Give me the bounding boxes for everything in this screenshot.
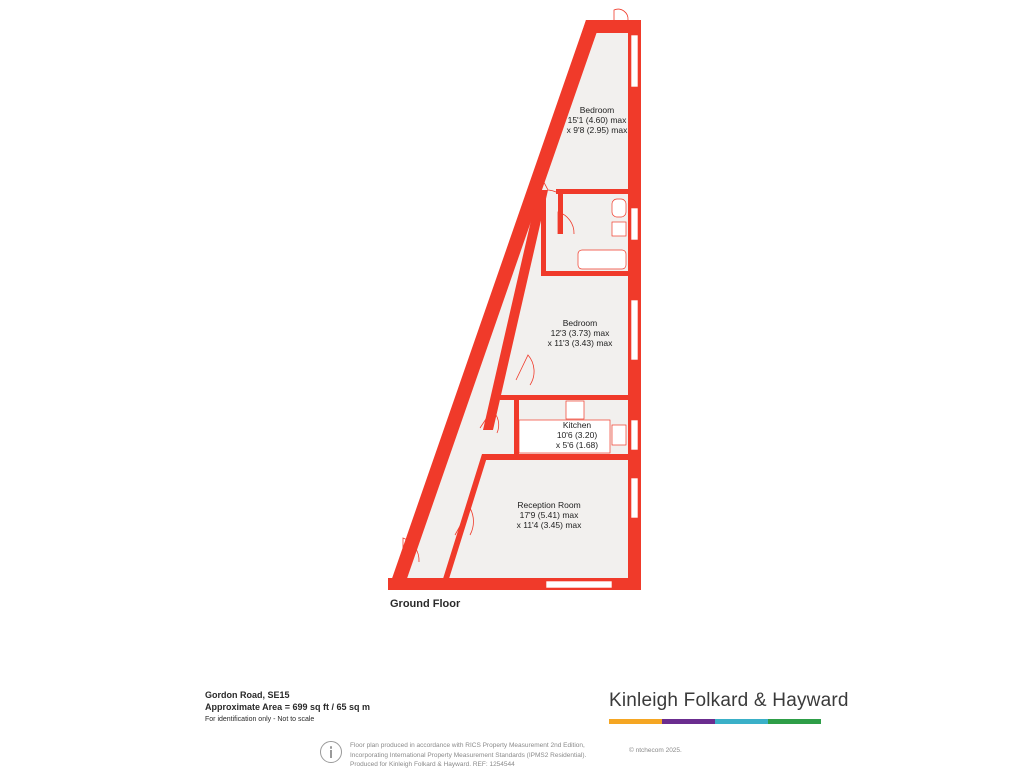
top-door [614,9,628,20]
room-label-line: x 11'4 (3.45) max [516,520,582,530]
room-label-line: Kitchen [562,420,592,430]
basin [612,222,626,236]
sink [612,425,626,445]
floor-label: Ground Floor [390,598,461,610]
room-label-line: Reception Room [517,500,581,510]
room-label-line: x 9'8 (2.95) max [566,125,628,135]
brand-bar-segment [715,719,768,724]
measurement-disclaimer [350,741,586,770]
brand-logo: Kinleigh Folkard & Hayward [609,690,849,711]
room-label-reception [517,500,583,530]
identification-note: For identification only - Not to scale [205,716,315,723]
room-label-line: x 11'3 (3.43) max [547,338,613,348]
disclaimer-line: Produced for Kinleigh Folkard & Hayward. REF: 1254544 [350,761,515,768]
room-label-line: 10'6 (3.20) [556,430,598,440]
bathtub [578,250,626,269]
approximate-area: Approximate Area = 699 sq ft / 65 sq m [205,702,370,712]
disclaimer-line: Incorporating International Property Measurement Standards (IPMS2 Residential). [350,751,587,759]
copyright: © ntchecom 2025. [629,747,682,754]
brand-bar-segment [662,719,715,724]
room-label-line: x 5'6 (1.68) [555,440,599,450]
property-info [205,689,370,727]
brand-bar-segment [609,719,662,724]
brand-color-bar [609,719,821,724]
info-icon [320,741,342,763]
address: Gordon Road, SE15 [205,690,290,700]
room-label-line: 17'9 (5.41) max [519,510,579,520]
brand-bar-segment [768,719,821,724]
room-label-line: Bedroom [579,105,615,115]
disclaimer-line: Floor plan produced in accordance with RICS Property Measurement 2nd Edition, [350,742,585,749]
hob [566,401,584,419]
room-label-line: 12'3 (3.73) max [550,328,610,338]
wc [612,199,626,217]
room-label-line: Bedroom [562,318,598,328]
room-label-line: 15'1 (4.60) max [567,115,627,125]
